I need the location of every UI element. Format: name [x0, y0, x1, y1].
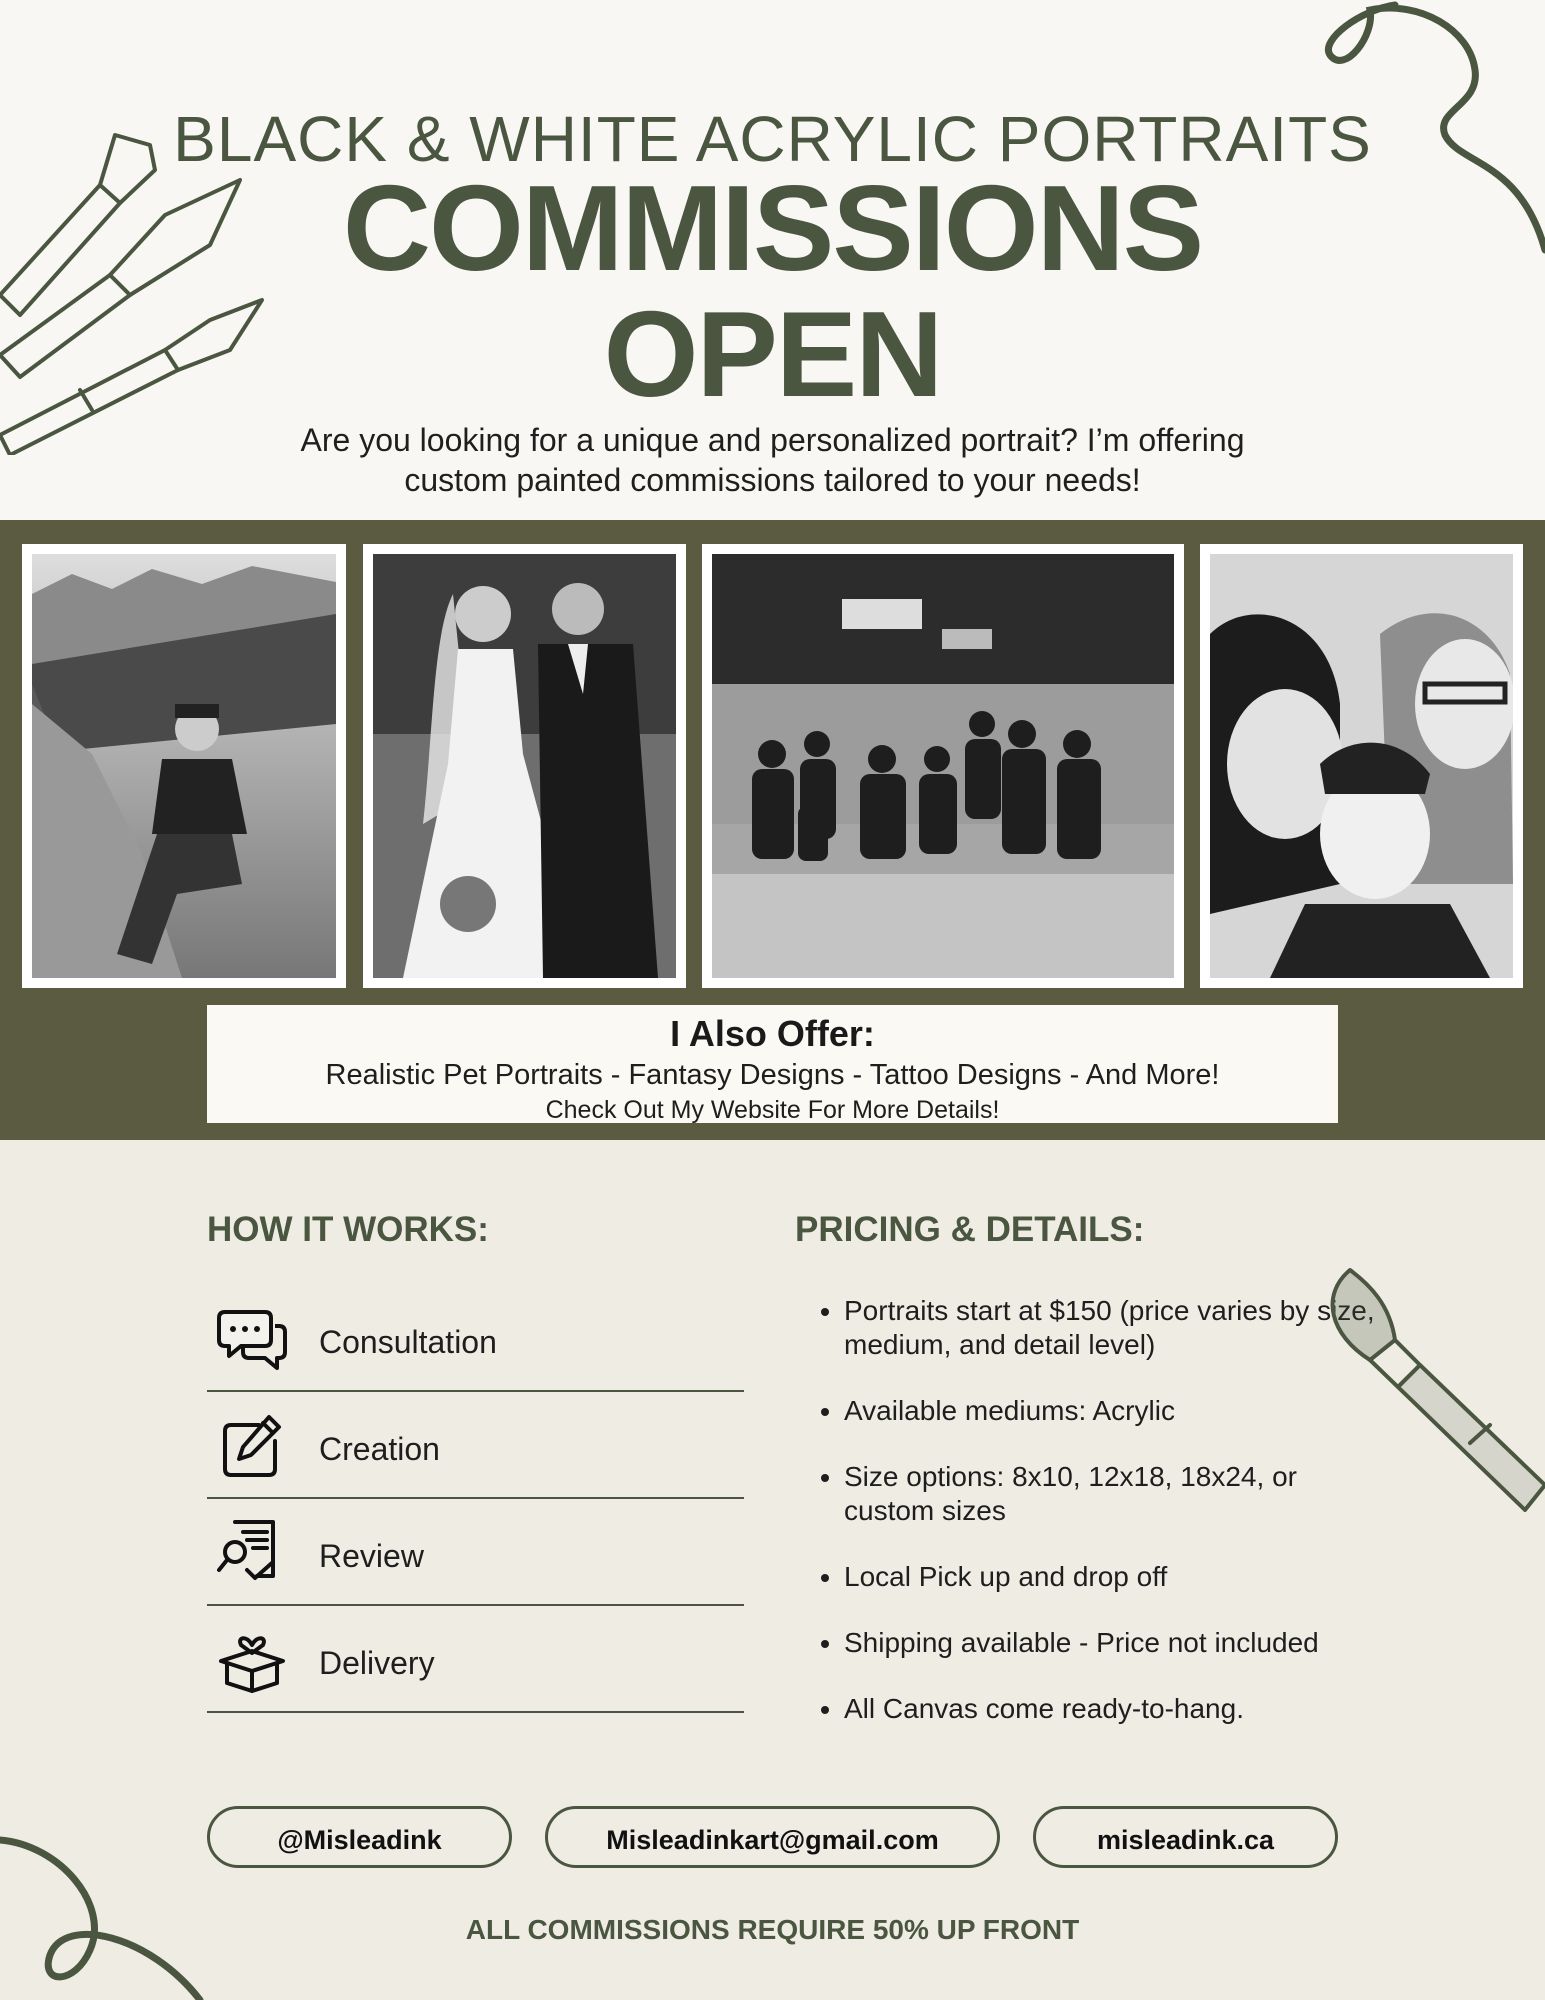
- title-line-2: OPEN: [603, 286, 942, 422]
- deposit-note: ALL COMMISSIONS REQUIRE 50% UP FRONT: [465, 1914, 1080, 1945]
- pricing-item: • Portraits start at $150 (price varies by size, medium, and detail level): [844, 1294, 1384, 1362]
- edit-icon: [217, 1413, 287, 1479]
- step-label: Review: [319, 1538, 424, 1574]
- review-icon: [217, 1520, 287, 1586]
- chat-bubbles-icon: [217, 1306, 287, 1372]
- intro-line-1: Are you looking for a unique and personalized portrait? I’m offering: [300, 422, 1245, 458]
- pricing-title: PRICING & DETAILS:: [795, 1210, 1145, 1249]
- offer-services: Realistic Pet Portraits - Fantasy Designs - Tattoo Designs - And More!: [325, 1059, 1220, 1091]
- social-handle-button[interactable]: @Misleadink: [207, 1806, 512, 1868]
- gift-box-icon: [217, 1627, 287, 1693]
- step-label: Delivery: [319, 1645, 435, 1681]
- title-line-1: COMMISSIONS: [342, 160, 1203, 296]
- subtitle: BLACK & WHITE ACRYLIC PORTRAITS: [173, 103, 1372, 175]
- pricing-item: • Size options: 8x10, 12x18, 18x24, or custom sizes: [844, 1460, 1384, 1528]
- portrait-family-selfie: [1200, 544, 1523, 988]
- portrait-hiker: [22, 544, 346, 988]
- pricing-item: • Local Pick up and drop off: [844, 1560, 1384, 1594]
- step-consultation: [207, 1292, 744, 1392]
- email-button[interactable]: Misleadinkart@gmail.com: [545, 1806, 1000, 1868]
- pricing-item: • Available mediums: Acrylic: [844, 1394, 1384, 1428]
- page-title: [0, 160, 1545, 422]
- offer-title: I Also Offer:: [670, 1013, 875, 1054]
- step-label: Creation: [319, 1431, 440, 1467]
- paintbrush-icon: [1320, 1265, 1545, 1535]
- step-creation: [207, 1399, 744, 1499]
- intro-text: [250, 420, 1295, 500]
- offer-box: [207, 1005, 1338, 1123]
- intro-line-2: custom painted commissions tailored to your needs!: [404, 462, 1141, 498]
- pricing-item: • Shipping available - Price not included: [844, 1626, 1384, 1660]
- portrait-wedding: [363, 544, 686, 988]
- website-button[interactable]: misleadink.ca: [1033, 1806, 1338, 1868]
- step-label: Consultation: [319, 1324, 497, 1360]
- pricing-list: [800, 1294, 1384, 1758]
- step-delivery: [207, 1613, 744, 1713]
- how-it-works-title: HOW IT WORKS:: [207, 1210, 489, 1249]
- pricing-item: • All Canvas come ready-to-hang.: [844, 1692, 1384, 1726]
- portrait-family-lake: [702, 544, 1184, 988]
- step-review: [207, 1506, 744, 1606]
- offer-website-note: Check Out My Website For More Details!: [545, 1096, 1000, 1124]
